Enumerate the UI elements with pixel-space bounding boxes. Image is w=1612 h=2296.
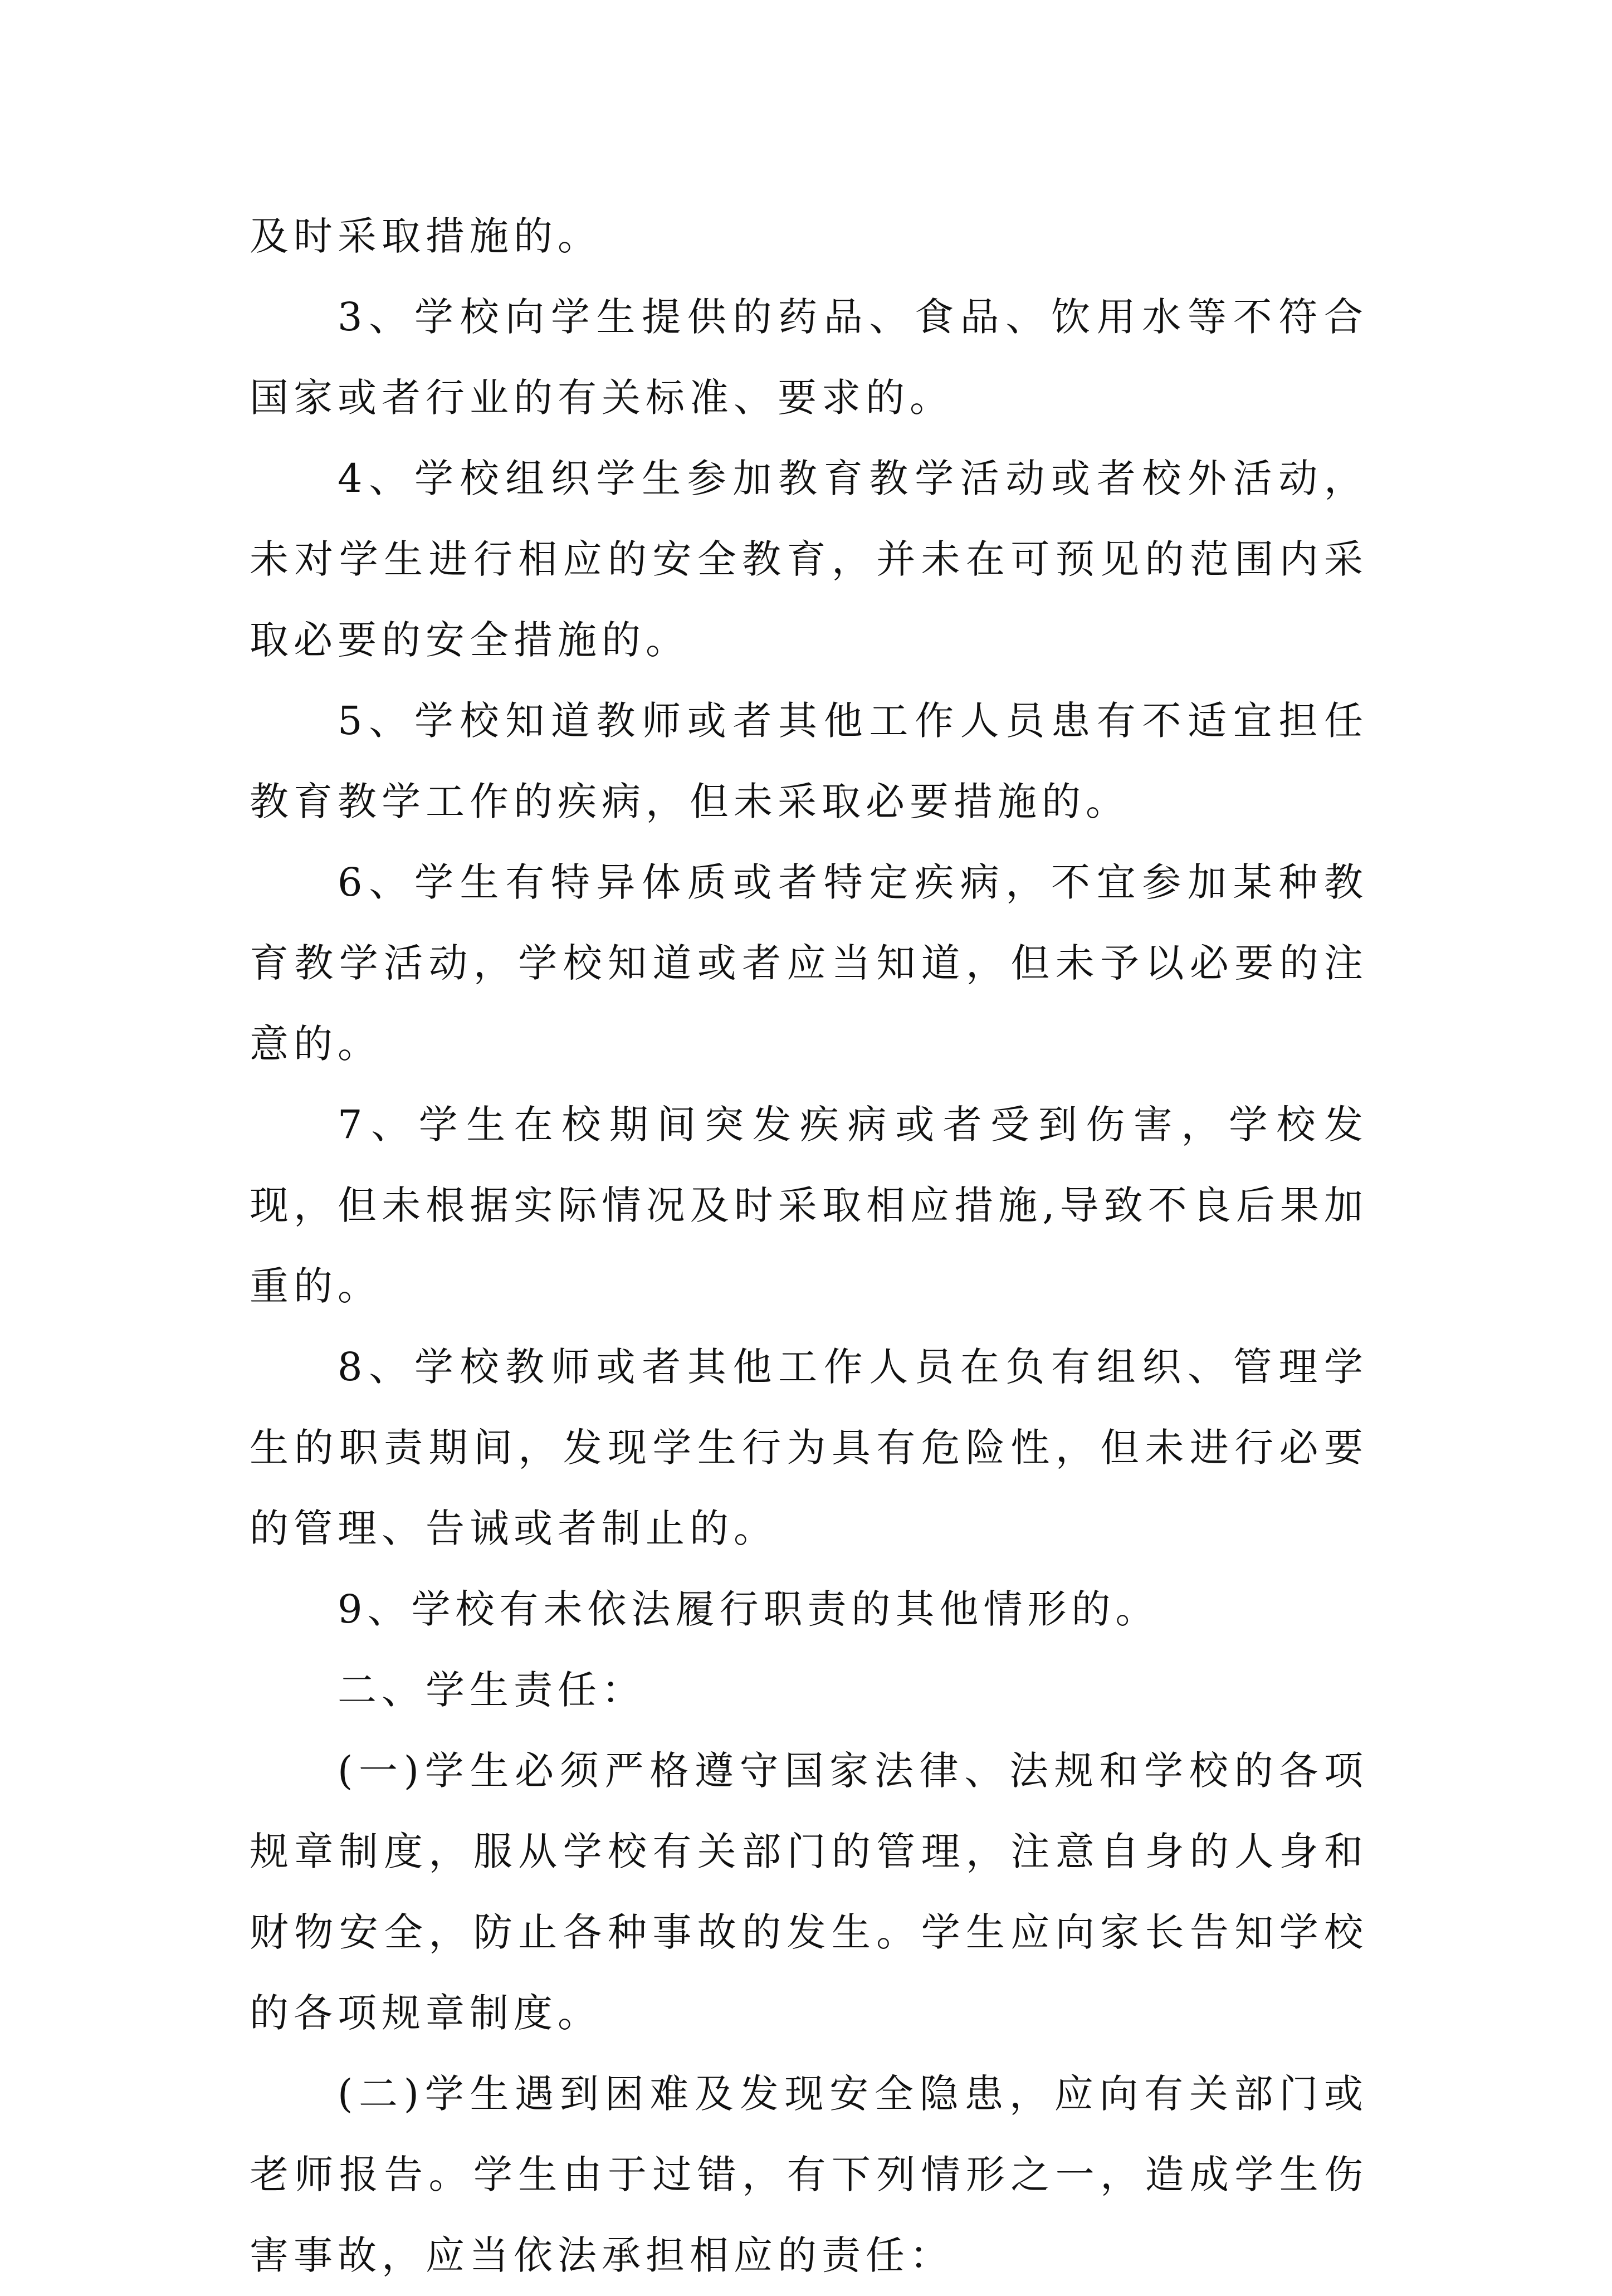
paragraph-item-3: 3、学校向学生提供的药品、食品、饮用水等不符合国家或者行业的有关标准、要求的。 — [250, 294, 1368, 421]
paragraph-item-9: 9、学校有未依法履行职责的其他情形的。 — [338, 1586, 1160, 1632]
document-body — [250, 196, 1368, 2296]
paragraph-sub-2: (二)学生遇到困难及发现安全隐患，应向有关部门或老师报告。学生由于过错，有下列情形之一，造成学生伤害事故，应当依法承担相应的责任： — [250, 2071, 1368, 2278]
paragraph-item-8: 8、学校教师或者其他工作人员在负有组织、管理学生的职责期间，发现学生行为具有危险性，但未进行必要的管理、告诫或者制止的。 — [250, 1344, 1368, 1551]
paragraph-item-7: 7、学生在校期间突发疾病或者受到伤害，学校发现，但未根据实际情况及时采取相应措施,导致不良后果加重的。 — [250, 1102, 1368, 1309]
section-heading-student-responsibility: 二、学生责任： — [338, 1667, 646, 1713]
paragraph-continuation: 及时采取措施的。 — [250, 213, 602, 259]
paragraph-item-6: 6、学生有特异体质或者特定疾病，不宜参加某种教育教学活动，学校知道或者应当知道，但未予以必要的注意的。 — [250, 859, 1368, 1067]
paragraph-sub-1: (一)学生必须严格遵守国家法律、法规和学校的各项规章制度，服从学校有关部门的管理，注意自身的人身和财物安全，防止各种事故的发生。学生应向家长告知学校的各项规章制度。 — [250, 1748, 1368, 2036]
paragraph-item-4: 4、学校组织学生参加教育教学活动或者校外活动，未对学生进行相应的安全教育，并未在可预见的范围内采取必要的安全措施的。 — [250, 456, 1368, 663]
paragraph-item-5: 5、学校知道教师或者其他工作人员患有不适宜担任教育教学工作的疾病，但未采取必要措施的。 — [250, 698, 1368, 824]
